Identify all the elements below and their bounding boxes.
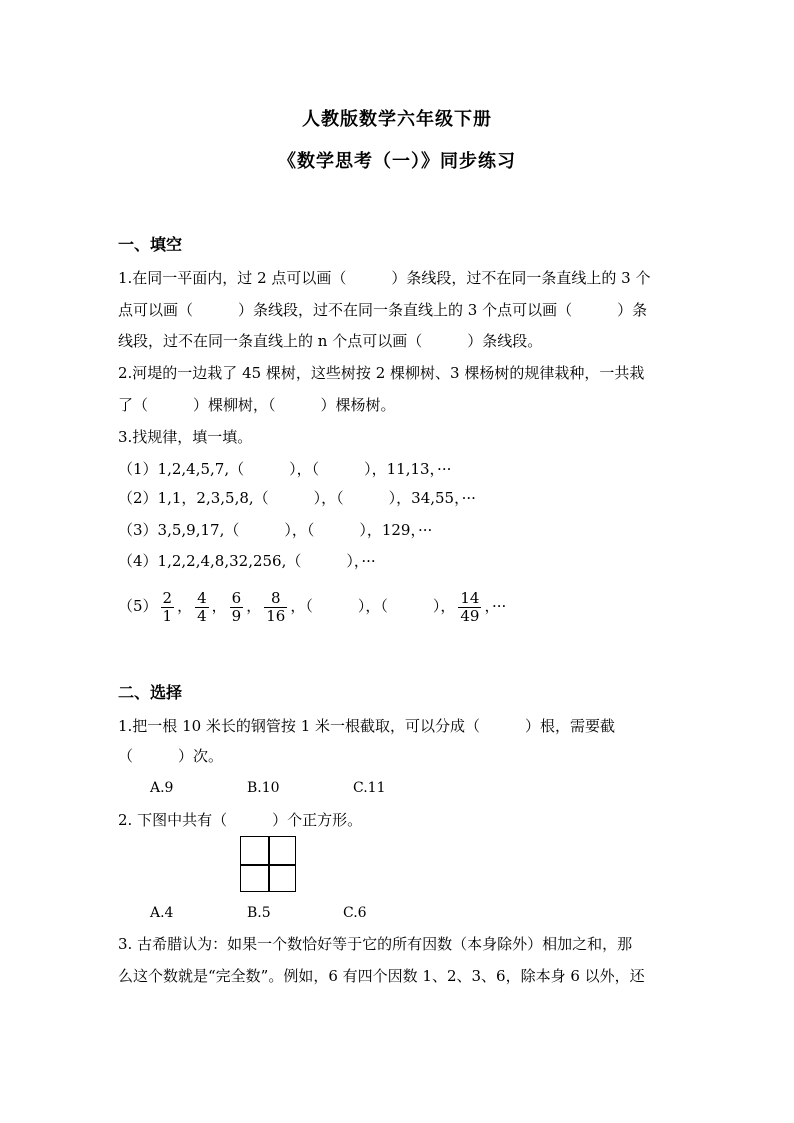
question-line: 3.找规律，填一填。 [118,428,253,446]
sequence-prefix: （5） [118,597,158,615]
fraction: $\frac{4}{4}$ [197,588,207,625]
question-line: 2. 下图中共有（ ）个正方形。 [118,811,363,829]
question-line: 线段，过不在同一条直线上的 n 个点可以画（ ）条线段。 [118,332,543,350]
sequence-line: （2）1,1，2,3,5,8,（ ），（ ），34,55，··· [118,489,476,507]
fraction-sequence-line: （5） $\frac{2}{1}$ ， $\frac{4}{4}$ ， $\frac{6}{9}$ ， $\frac{8}{16}$ ，（ ），（ ）， $\frac{14}{49}$ ，··· [118,588,507,625]
section-heading-fill-in: 一、填空 [118,235,183,254]
fraction: $\frac{6}{9}$ [231,588,242,625]
question-line: 了（ ）棵柳树，（ ）棵杨树。 [118,396,396,414]
question-line: 1.把一根 10 米长的钢管按 1 米一根截取，可以分成（ ）根，需要截 [118,717,616,735]
grid-divider-horizontal [241,864,295,866]
section-heading-choice: 二、选择 [118,683,183,702]
page-title: 人教版数学六年级下册 [302,109,492,130]
question-line: 么这个数就是“完全数”。例如，6 有四个因数 1、2、3、6，除本身 6 以外，还 [118,967,645,985]
option-c: C.6 [343,905,367,921]
question-line: （ ）次。 [118,747,224,765]
question-line: 2.河堤的一边栽了 45 棵树，这些树按 2 棵柳树、3 棵杨树的规律栽种，一共栽 [118,364,645,382]
sequence-line: （3）3,5,9,17,（ ），（ ），129，··· [118,521,433,539]
sequence-tail: ，··· [484,597,507,615]
question-line: 点可以画（ ）条线段，过不在同一条直线上的 3 个点可以画（ ）条 [118,301,648,319]
square-grid-figure [240,836,296,892]
fraction-blanks: ，（ ），（ ）， [290,597,456,615]
question-line: 3. 古希腊认为：如果一个数恰好等于它的所有因数（本身除外）相加之和，那 [118,935,633,953]
fraction: $\frac{14}{49}$ [460,588,480,625]
option-b: B.10 [247,780,280,796]
option-a: A.9 [150,780,174,796]
option-c: C.11 [353,780,386,796]
fraction: $\frac{8}{16}$ [266,588,286,625]
page-subtitle: 《数学思考（一）》同步练习 [278,151,516,172]
fraction: $\frac{2}{1}$ [162,588,173,625]
question-line: 1.在同一平面内，过 2 点可以画（ ）条线段，过不在同一条直线上的 3 个 [118,269,651,287]
sequence-line: （4）1,2,2,4,8,32,256,（ ），··· [118,552,376,570]
option-b: B.5 [247,905,271,921]
sequence-line: （1）1,2,4,5,7,（ ），（ ），11,13，··· [118,460,452,478]
option-a: A.4 [150,905,174,921]
